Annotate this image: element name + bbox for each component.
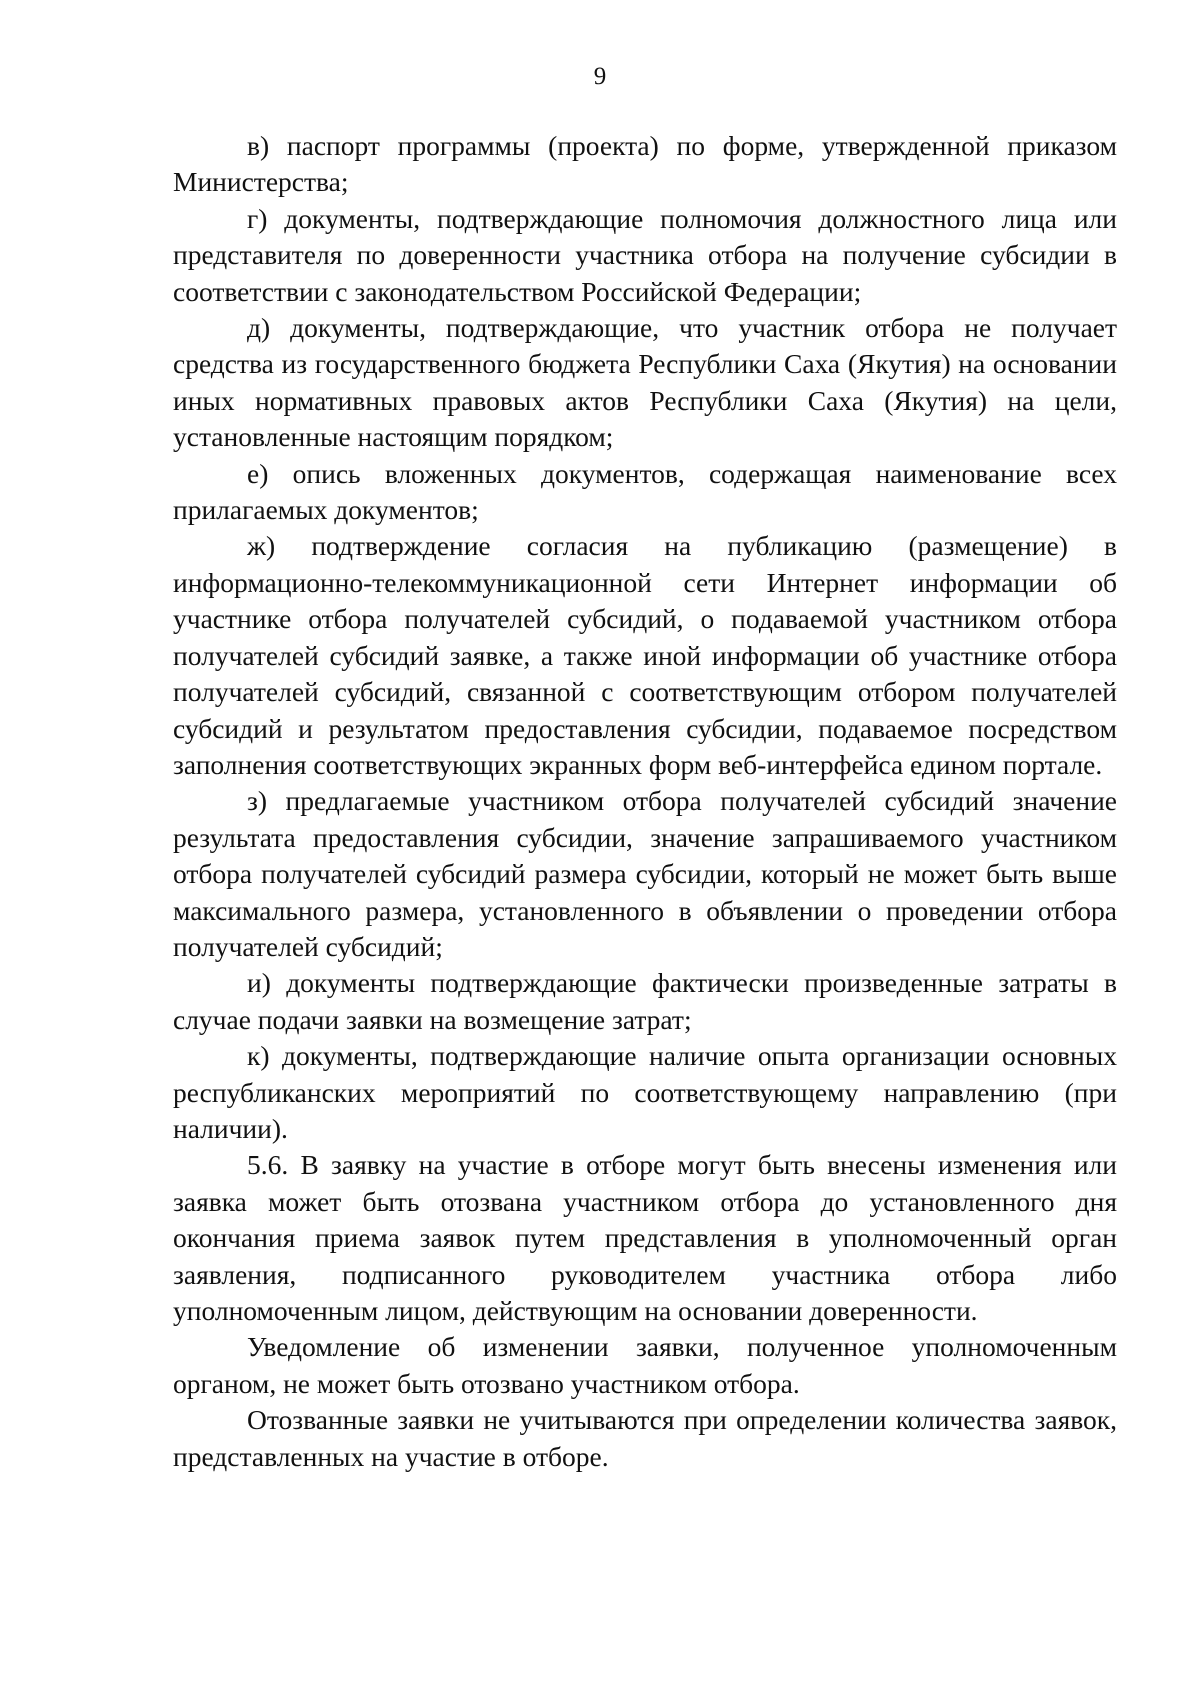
paragraph-change-notice: Уведомление об изменении заявки, полученное уполномоченным органом, не может быть отозвано участником отбора.	[173, 1331, 1117, 1399]
page-number: 9	[593, 63, 607, 90]
document-body	[173, 128, 1117, 1475]
paragraph-zh-publication-consent: ж) подтверждение согласия на публикацию (размещение) в информационно-телекоммуникационной сети Интернет информации об участнике отбора получателей субсидий, о подаваемой участником отбора получателей субсидий заявке, а также иной информации об участнике отбора получателей субсидий, связанной с соответствующим отбором получателей субсидий и результатом предоставления субсидии, подаваемое посредством заполнения соответствующих экранных форм веб-интерфейса едином портале.	[173, 530, 1117, 780]
paragraph-withdrawn-applications: Отозванные заявки не учитываются при определении количества заявок, представленных на участие в отборе.	[173, 1404, 1117, 1472]
paragraph-v-program-passport: в) паспорт программы (проекта) по форме, утвержденной приказом Министерства;	[173, 130, 1117, 198]
paragraph-e-inventory: е) опись вложенных документов, содержащая наименование всех прилагаемых документов;	[173, 457, 1117, 526]
paragraph-z-proposed-result: з) предлагаемые участником отбора получателей субсидий значение результата предоставления субсидии, значение запрашиваемого участником отбора получателей субсидий размера субсидии, который не может быть выше максимального размера, установленного в объявлении о проведении отбора получателей субсидий;	[173, 785, 1117, 962]
paragraph-i-expense-documents: и) документы подтверждающие фактически произведенные затраты в случае подачи заявки на возмещение затрат;	[173, 967, 1117, 1035]
paragraph-d-no-budget-funds: д) документы, подтверждающие, что участник отбора не получает средства из государственного бюджета Республики Саха (Якутия) на основании иных нормативных правовых актов Республики Саха (Якутия) на цели, установленные настоящим порядком;	[173, 312, 1117, 453]
paragraph-k-experience-documents: к) документы, подтверждающие наличие опыта организации основных республиканских мероприятий по соответствующему направлению (при наличии).	[173, 1040, 1117, 1144]
paragraph-5-6-application-changes: 5.6. В заявку на участие в отборе могут быть внесены изменения или заявка может быть отозвана участником отбора до установленного дня окончания приема заявок путем представления в уполномоченный орган заявления, подписанного руководителем участника отбора либо уполномоченным лицом, действующим на основании доверенности.	[173, 1149, 1117, 1326]
paragraph-g-authority-documents: г) документы, подтверждающие полномочия должностного лица или представителя по доверенности участника отбора на получение субсидии в соответствии с законодательством Российской Федерации;	[173, 202, 1117, 307]
